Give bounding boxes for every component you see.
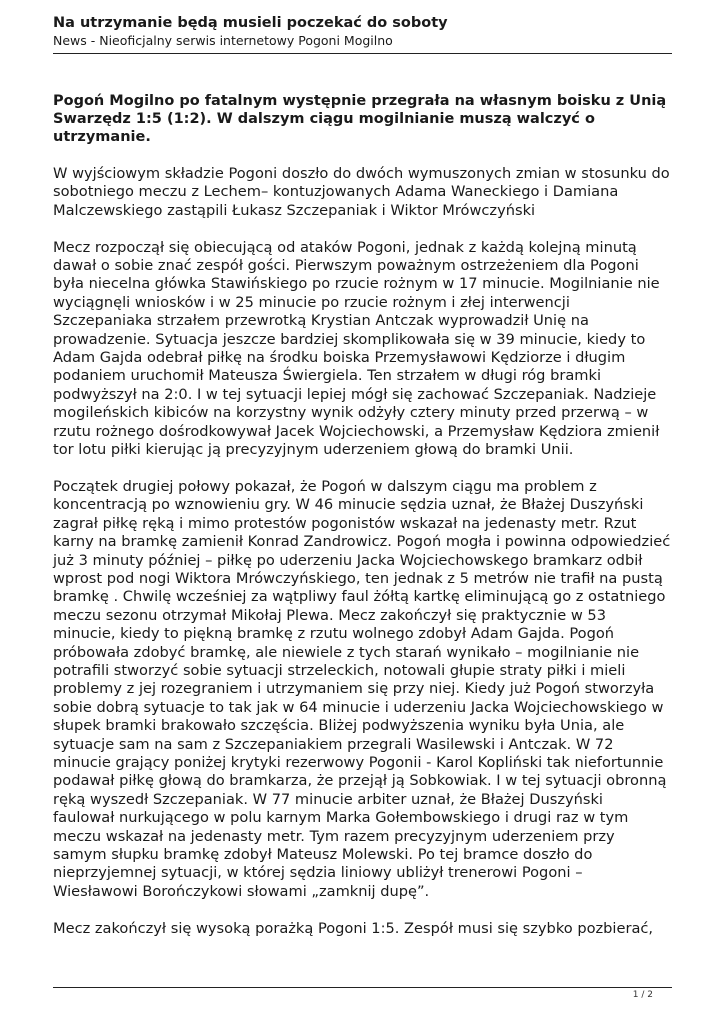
paragraph-line: karny na bramkę zamienił Konrad Zandrowicz. Pogoń mogła i powinna odpowiedzieć (53, 533, 671, 551)
paragraph-line: problemy z jej rozegraniem i utrzymaniem się przy niej. Kiedy już Pogoń stworzyła (53, 680, 655, 698)
paragraph-line: już 3 minuty później – piłkę po uderzeniu Jacka Wojciechowskego bramkarz odbił (53, 551, 643, 569)
paragraph-line: sobotniego meczu z Lechem– kontuzjowanych Adama Waneckiego i Damiana (53, 183, 619, 201)
paragraph-line: minucie, kiedy to piękną bramkę z rzutu wolnego zdobył Adam Gajda. Pogoń (53, 625, 615, 643)
lead-line: Pogoń Mogilno po fatalnym występnie przegrała na własnym boisku z Unią (53, 93, 667, 109)
paragraph-line: Wiesławowi Borończykowi słowami „zamknij dupę”. (53, 882, 430, 900)
article-paragraph (53, 239, 677, 460)
footer-divider (53, 987, 672, 988)
paragraph-line: wyciągnęli wniosków i w 25 minucie po rzucie rożnym i złej interwencji (53, 293, 570, 311)
lead-line: Swarzędz 1:5 (1:2). W dalszym ciągu mogilnianie muszą walczyć o (53, 111, 595, 127)
header-divider (53, 53, 672, 54)
article-lead (53, 92, 677, 146)
paragraph-line: faulował nurkującego w polu karnym Marka Gołembowskiego i drugi raz w tym (53, 809, 629, 827)
paragraph-line: Adam Gajda odebrał piłkę na środku boiska Przemysławowi Kędziorze i długim (53, 349, 626, 367)
paragraph-line: Szczepaniaka strzałem przewrotką Krystian Antczak wyprowadził Unię na (53, 312, 589, 330)
paragraph-line: potrafili stworzyć sobie sytuacji strzeleckich, notowali głupie straty piłki i mieli (53, 661, 626, 679)
page-number: 1 / 2 (632, 990, 653, 1000)
paragraph-line: sobie dobrą sytuacje to tak jak w 64 minucie i uderzeniu Jacka Wojciechowskiego w (53, 698, 664, 716)
paragraph-line: wprost pod nogi Wiktora Mrówczyńskiego, ten jednak z 5 metrów nie trafił na pustą (53, 569, 663, 587)
paragraph-line: tor lotu piłki kierując ją precyzyjnym uderzeniem głową do bramki Unii. (53, 441, 574, 459)
article-paragraph (53, 920, 677, 938)
paragraph-line: Mecz zakończył się wysoką porażką Pogoni 1:5. Zespół musi się szybko pozbierać, (53, 919, 654, 937)
document-title: Na utrzymanie będą musieli poczekać do soboty (53, 15, 448, 31)
paragraph-line: Malczewskiego zastąpili Łukasz Szczepaniak i Wiktor Mrówczyński (53, 201, 536, 219)
paragraph-line: słupek bramki brakowało szczęścia. Bliżej podwyższenia wyniku była Unia, ale (53, 717, 625, 735)
paragraph-line: sytuacje sam na sam z Szczepaniakiem przegrali Wasilewski i Antczak. W 72 (53, 735, 614, 753)
paragraph-line: próbowała zdobyć bramkę, ale niewiele z tych starań wynikało – mogilnianie nie (53, 643, 640, 661)
paragraph-line: Mecz rozpoczął się obiecującą od ataków Pogoni, jednak z każdą kolejną minutą (53, 238, 637, 256)
paragraph-line: W wyjściowym składzie Pogoni doszło do dwóch wymuszonych zmian w stosunku do (53, 165, 670, 182)
paragraph-line: minucie grający poniżej krytyki rezerwowy Pogonii - Karol Kopliński tak niefortunnie (53, 753, 664, 771)
site-subtitle: News - Nieoficjalny serwis internetowy Pogoni Mogilno (53, 33, 393, 48)
paragraph-line: samym słupku bramkę zdobył Mateusz Molewski. Po tej bramce doszło do (53, 846, 593, 863)
article-paragraph (53, 165, 677, 220)
page-header (53, 14, 673, 49)
paragraph-line: Początek drugiej połowy pokazał, że Pogoń w dalszym ciągu ma problem z (53, 477, 597, 495)
paragraph-line: podawał piłkę głową do bramkarza, że przejął ją Sobkowiak. I w tej sytuacji obronną (53, 772, 667, 790)
paragraph-line: ręką wyszedł Szczepaniak. W 77 minucie arbiter uznał, że Błażej Duszyński (53, 790, 603, 808)
paragraph-line: bramkę . Chwilę wcześniej za wątpliwy faul żółtą kartkę eliminującą go z ostatniego (53, 588, 666, 606)
lead-line: utrzymanie. (53, 129, 151, 145)
article-paragraph (53, 478, 677, 901)
paragraph-line: podaniem uruchomił Mateusza Świergiela. Ten strzałem w długi róg bramki (53, 367, 602, 385)
paragraph-line: meczu sezonu otrzymał Mikołaj Plewa. Mecz zakończył się praktycznie w 53 (53, 606, 607, 624)
paragraph-line: była niecelna główka Stawińskiego po rzucie rożnym w 17 minucie. Mogilnianie nie (53, 275, 660, 293)
paragraph-line: meczu wskazał na jedenasty metr. Tym razem precyzyjnym uderzeniem przy (53, 827, 615, 845)
paragraph-line: zagrał piłkę ręką i mimo protestów pogonistów wskazał na jedenasty metr. Rzut (53, 514, 637, 532)
article-body (53, 92, 677, 956)
paragraph-line: nieprzyjemnej sytuacji, w której sędzia liniowy ubliżył trenerowi Pogoni – (53, 864, 583, 882)
paragraph-line: rzutu rożnego dośrodkowywał Jacek Wojciechowski, a Przemysław Kędziora zmienił (53, 422, 660, 440)
paragraph-line: koncentracją po wznowieniu gry. W 46 minucie sędzia uznał, że Błażej Duszyński (53, 496, 644, 514)
paragraph-line: dawał o sobie znać zespół gości. Pierwszym poważnym ostrzeżeniem dla Pogoni (53, 257, 639, 275)
paragraph-line: podwyższył na 2:0. I w tej sytuacji lepiej mógł się zachować Szczepaniak. Nadzieje (53, 385, 657, 403)
paragraph-line: prowadzenie. Sytuacja jeszcze bardziej skomplikowała się w 39 minucie, kiedy to (53, 330, 646, 348)
paragraph-line: mogileńskich kibiców na korzystny wynik odżyły cztery minuty przed przerwą – w (53, 404, 649, 422)
